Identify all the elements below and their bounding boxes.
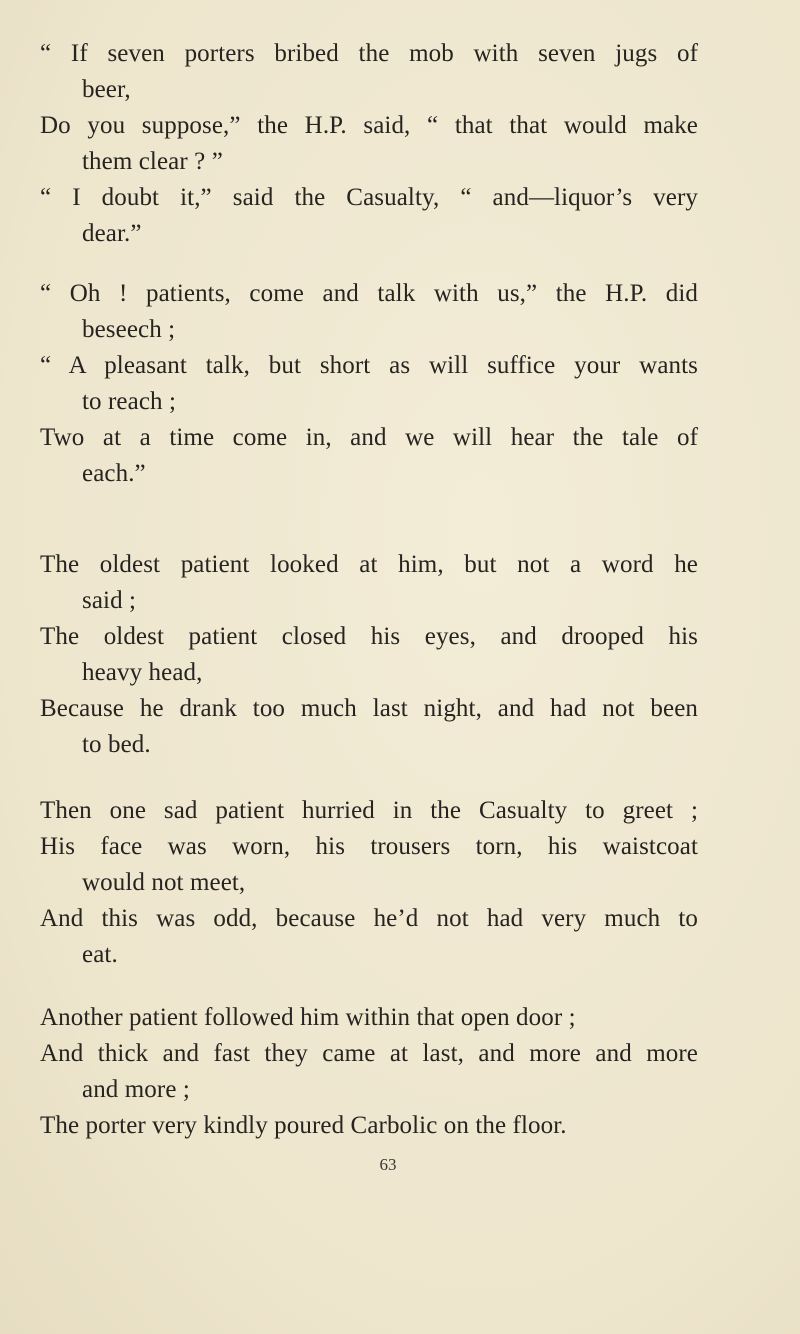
verse-line: to bed. [82,731,151,758]
page-number: 63 [379,1155,397,1174]
verse-line: beer, [82,76,131,103]
verse-line: them clear ? ” [82,148,223,175]
verse-line: dear.” [82,220,142,247]
verse-line: And this was odd, because he’d not had very much to [40,905,698,932]
verse-line: Do you suppose,” the H.P. said, “ that that would make [40,112,698,139]
verse-line: Then one sad patient hurried in the Casualty to greet ; [40,797,698,824]
verse-line: The oldest patient closed his eyes, and drooped his [40,623,698,650]
verse-line: “ I doubt it,” said the Casualty, “ and—liquor’s very [40,184,698,211]
verse-line: “ Oh ! patients, come and talk with us,” the H.P. did [40,280,698,307]
verse-line: And thick and fast they came at last, and more and more [40,1040,698,1067]
verse-line: each.” [82,460,146,487]
verse-line: said ; [82,587,137,614]
verse-line: Two at a time come in, and we will hear the tale of [40,424,698,451]
verse-line: eat. [82,941,118,968]
verse-line: The oldest patient looked at him, but not a word he [40,551,698,578]
verse-line: heavy head, [82,659,203,686]
verse-line: Because he drank too much last night, and had not been [40,695,698,722]
verse-line: “ If seven porters bribed the mob with seven jugs of [40,40,698,67]
verse-line: would not meet, [82,869,246,896]
verse-line: His face was worn, his trousers torn, his waistcoat [40,833,698,860]
verse-line: The porter very kindly poured Carbolic on the floor. [40,1112,567,1139]
verse-line: beseech ; [82,316,176,343]
verse-line: Another patient followed him within that open door ; [40,1004,576,1031]
verse-line: “ A pleasant talk, but short as will suffice your wants [40,352,698,379]
verse-line: and more ; [82,1076,190,1103]
verse-line: to reach ; [82,388,177,415]
